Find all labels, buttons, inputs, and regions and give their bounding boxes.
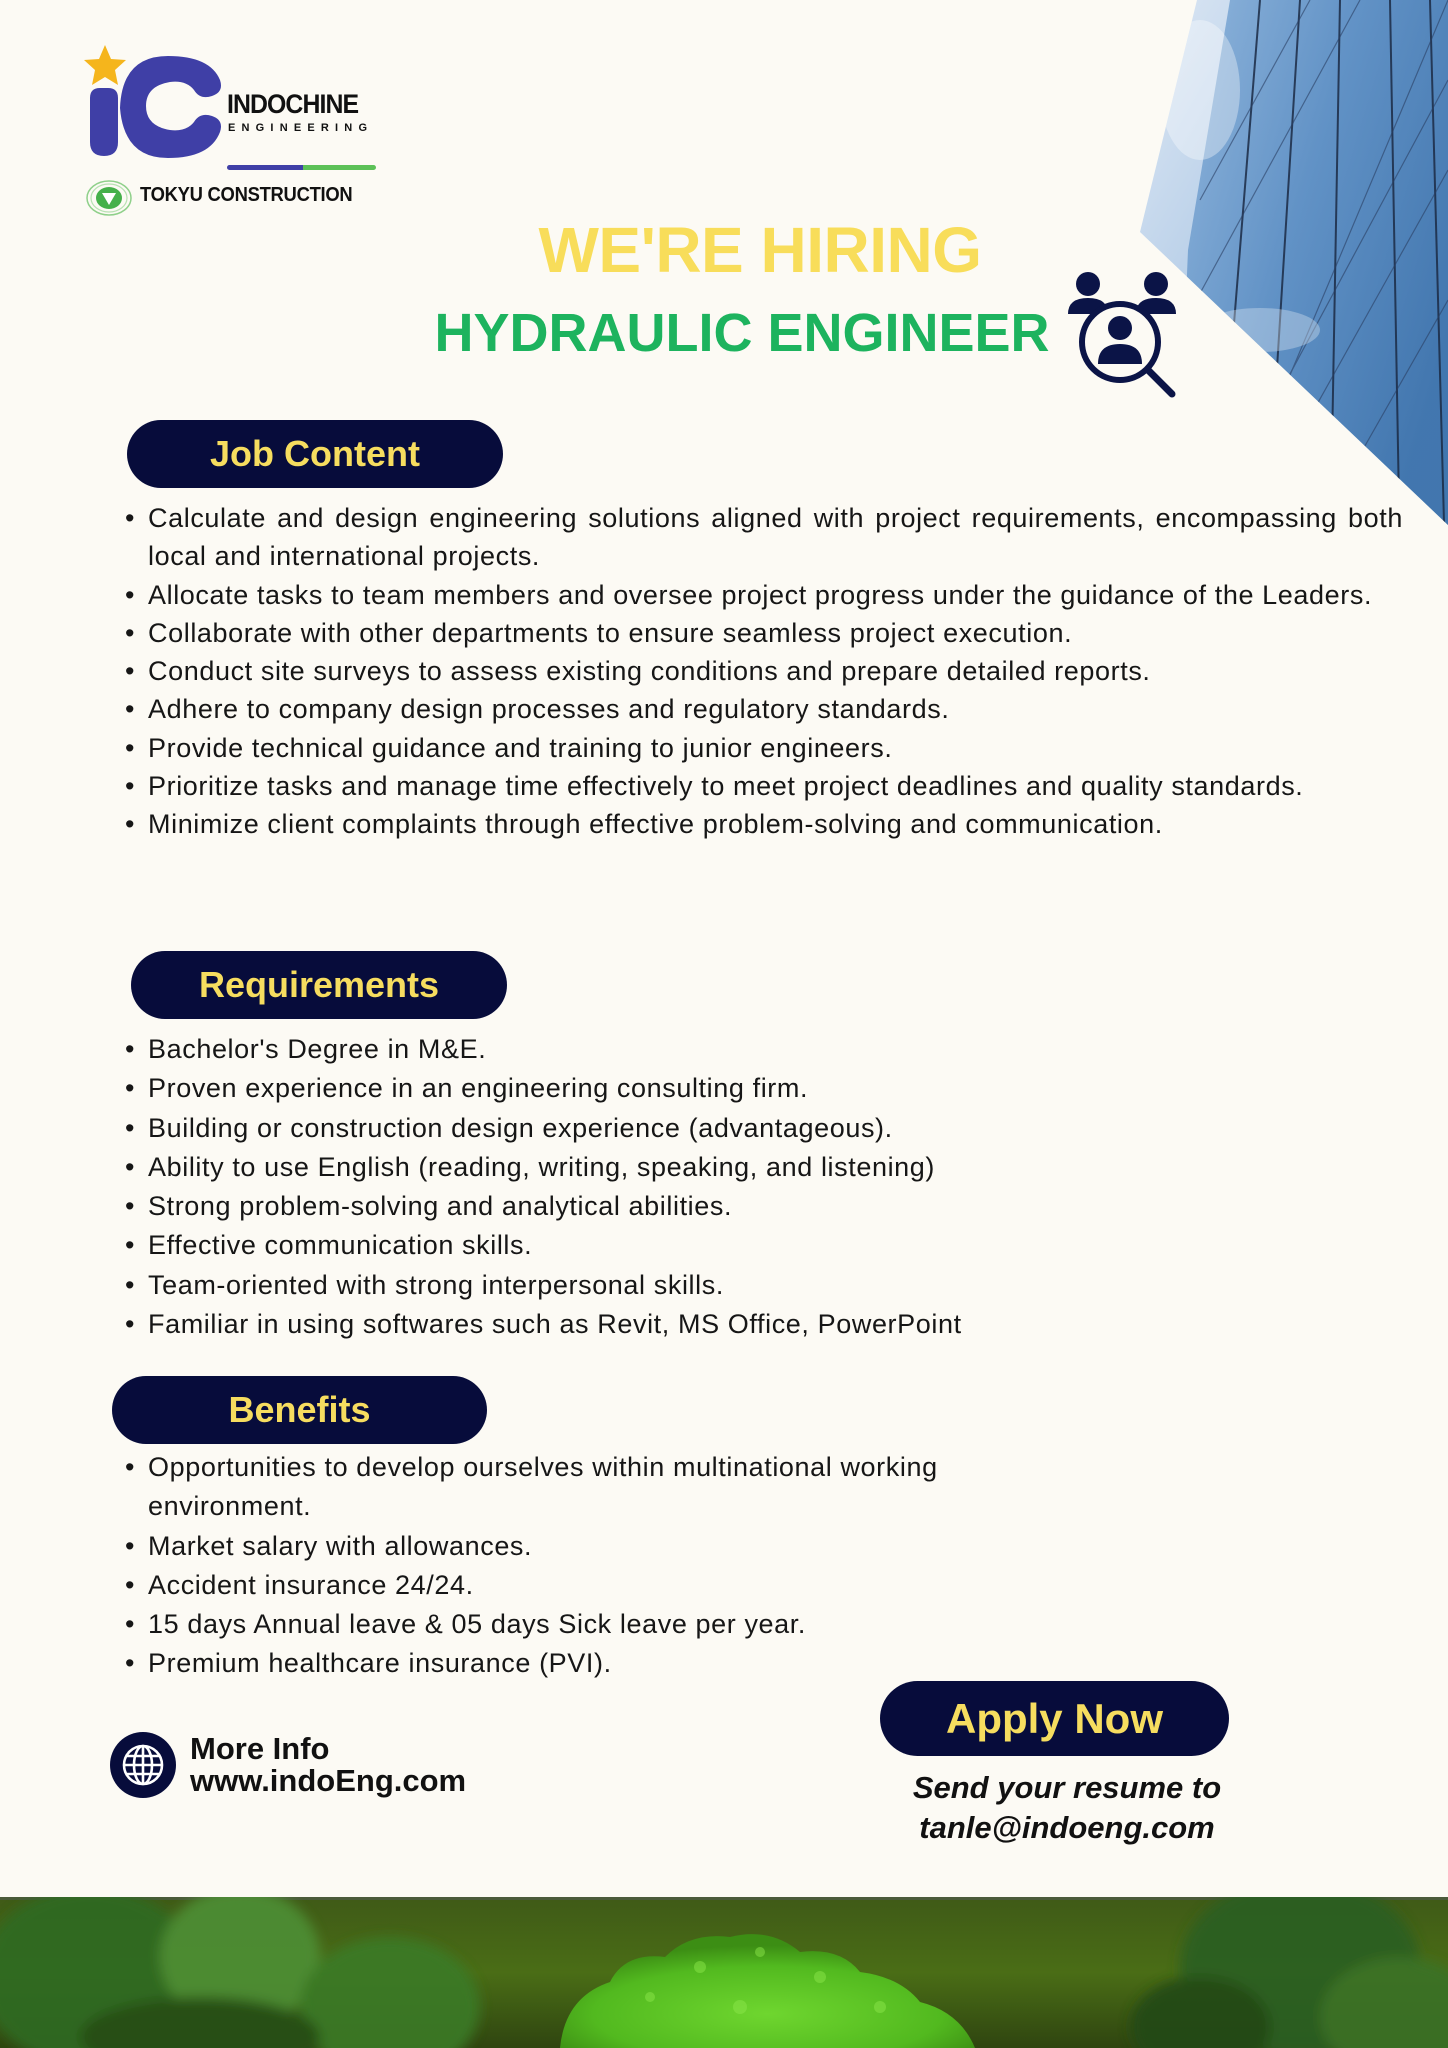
section-title-benefits: Benefits xyxy=(112,1376,487,1444)
list-item: • Proven experience in an engineering consulting firm. xyxy=(148,1069,1248,1108)
bullet-icon: • xyxy=(125,1230,136,1261)
list-item: • Bachelor's Degree in M&E. xyxy=(148,1030,1248,1069)
bullet-icon: • xyxy=(125,1609,136,1640)
list-item: • Prioritize tasks and manage time effectively to meet project deadlines and quality standards. xyxy=(148,767,1403,805)
list-item: • Collaborate with other departments to ensure seamless project execution. xyxy=(148,614,1403,652)
list-item: • Ability to use English (reading, writing, speaking, and listening) xyxy=(148,1148,1248,1187)
position-title: HYDRAULIC ENGINEER xyxy=(434,303,1050,363)
section-title-requirements: Requirements xyxy=(131,951,507,1019)
list-item: • Opportunities to develop ourselves within multinational working environment. xyxy=(148,1448,1008,1527)
list-item: • Building or construction design experience (advantageous). xyxy=(148,1109,1248,1148)
bullet-icon: • xyxy=(125,1191,136,1222)
logo-company-name: INDOCHINE xyxy=(227,89,359,119)
list-item: • Minimize client complaints through effective problem-solving and communication. xyxy=(148,805,1403,843)
list-item: • Team-oriented with strong interpersonal skills. xyxy=(148,1266,1248,1305)
bullet-icon: • xyxy=(125,656,136,687)
bullet-icon: • xyxy=(125,503,136,533)
bullet-icon: • xyxy=(125,809,136,840)
bullet-icon: • xyxy=(125,771,136,802)
list-item: • Conduct site surveys to assess existing conditions and prepare detailed reports. xyxy=(148,652,1403,690)
list-item: • Familiar in using softwares such as Revit, MS Office, PowerPoint xyxy=(148,1305,1248,1344)
bullet-icon: • xyxy=(125,732,136,763)
list-item: • Provide technical guidance and training to junior engineers. xyxy=(148,729,1403,767)
logo-company-subtitle: ENGINEERING xyxy=(228,122,374,134)
send-resume-label: Send your resume to xyxy=(912,1770,1222,1805)
nature-photo xyxy=(0,1897,1448,2048)
hiring-headline: WE'RE HIRING xyxy=(538,214,982,286)
contact-email-link[interactable]: tanle@indoeng.com xyxy=(919,1810,1215,1845)
list-item: • Effective communication skills. xyxy=(148,1226,1248,1265)
list-item: • Strong problem-solving and analytical abilities. xyxy=(148,1187,1248,1226)
apply-now-button[interactable]: Apply Now xyxy=(880,1681,1229,1756)
job-content-list xyxy=(125,499,1403,844)
section-title-job-content: Job Content xyxy=(127,420,503,488)
list-item: • Accident insurance 24/24. xyxy=(148,1566,1008,1605)
bullet-icon: • xyxy=(125,1034,136,1064)
people-search-icon xyxy=(1064,266,1180,398)
globe-icon xyxy=(109,1731,177,1799)
company-logo xyxy=(78,40,388,220)
bullet-icon: • xyxy=(125,1151,136,1182)
bullet-icon: • xyxy=(125,1452,136,1482)
bullet-icon: • xyxy=(125,579,136,610)
list-item: • Premium healthcare insurance (PVI). xyxy=(148,1644,1008,1683)
bullet-icon: • xyxy=(125,1648,136,1679)
list-item: • 15 days Annual leave & 05 days Sick leave per year. xyxy=(148,1605,1008,1644)
more-info-label: More Info xyxy=(190,1731,330,1766)
bullet-icon: • xyxy=(125,1073,136,1104)
bullet-icon: • xyxy=(125,1269,136,1300)
tokyu-logo-icon xyxy=(86,178,132,216)
list-item: • Allocate tasks to team members and oversee project progress under the guidance of the Leaders. xyxy=(148,576,1403,614)
logo-divider-green xyxy=(303,165,376,170)
benefits-list xyxy=(125,1448,1008,1684)
list-item: • Adhere to company design processes and regulatory standards. xyxy=(148,690,1403,728)
list-item: • Market salary with allowances. xyxy=(148,1527,1008,1566)
bullet-icon: • xyxy=(125,694,136,725)
logo-divider-blue xyxy=(227,165,303,170)
list-item: • Calculate and design engineering solutions aligned with project requirements, encompassing both local and international projects. xyxy=(148,499,1403,576)
bullet-icon: • xyxy=(125,1569,136,1600)
bullet-icon: • xyxy=(125,617,136,648)
bullet-icon: • xyxy=(125,1530,136,1561)
requirements-list xyxy=(125,1030,1248,1344)
partner-name: TOKYU CONSTRUCTION xyxy=(140,184,353,206)
bullet-icon: • xyxy=(125,1112,136,1143)
bullet-icon: • xyxy=(125,1309,136,1340)
website-link[interactable]: www.indoEng.com xyxy=(190,1763,467,1798)
